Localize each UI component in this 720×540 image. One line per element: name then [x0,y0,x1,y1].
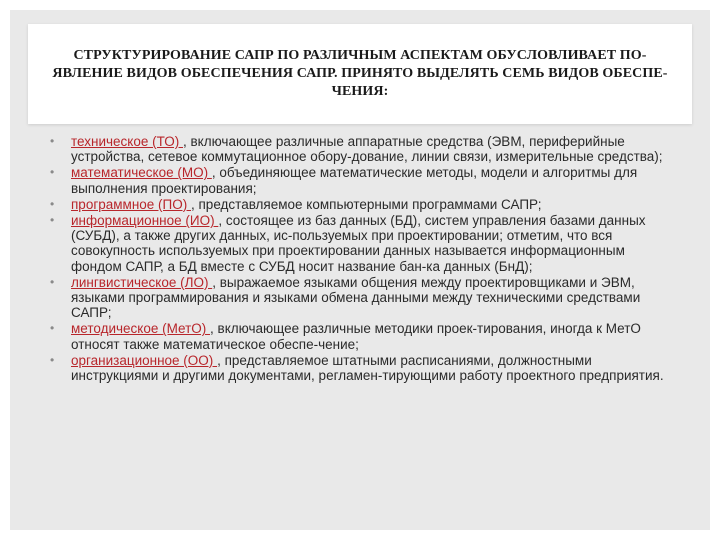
item-text: , представляемое компьютерными программами САПР; [191,196,542,212]
list-item [10,213,710,274]
bullet-icon: • [50,274,55,289]
list-item [10,197,710,212]
bullet-icon: • [50,134,55,148]
list-item [10,321,710,351]
list-item [10,134,710,164]
item-text: , включающее различные аппаратные средства (ЭВМ, периферийные устройства, сетевое коммутационное обору-дование, линии связи, измерительные средства); [71,134,663,165]
item-text: , выражаемое языками общения между проектировщиками и ЭВМ, языками программирования и языками обмена данными между техническими средствами САПР; [71,274,641,321]
item-term: программное (ПО) [71,196,191,212]
bullet-icon: • [50,196,55,211]
item-term: организационное (ОО) [71,352,218,368]
item-term: информационное (ИО) [71,213,219,229]
list-item [10,275,710,321]
title-box [28,24,692,124]
slide-title: СТРУКТУРИРОВАНИЕ САПР ПО РАЗЛИЧНЫМ АСПЕКТАМ ОБУСЛОВЛИВАЕТ ПО-ЯВЛЕНИЕ ВИДОВ ОБЕСПЕЧЕНИЯ САПР. ПРИНЯТО ВЫДЕЛЯТЬ СЕМЬ ВИДОВ ОБЕСПЕ-ЧЕНИЯ: [52,48,668,99]
item-text: , представляемое штатными расписаниями, должностными инструкциями и другими документами, регламен-тирующими работу проектного предприятия. [71,352,664,384]
bullet-icon: • [50,321,55,336]
bullet-icon: • [50,213,55,228]
list-item [10,353,710,383]
bullet-list [10,134,710,384]
slide [10,10,710,530]
bullet-icon: • [50,165,55,180]
item-term: лингвистическое (ЛО) [71,274,213,290]
item-text: , объединяющее математические методы, модели и алгоритмы для выполнения проектирования; [71,165,638,196]
item-term: методическое (МетО) [71,321,211,337]
item-term: техническое (ТО) [71,134,183,149]
bullet-icon: • [50,352,55,367]
list-item [10,165,710,195]
item-term: математическое (МО) [71,165,212,181]
item-text: , состоящее из баз данных (БД), систем управления базами данных (СУБД), а также других данных, ис-пользуемых при проектировании; отметим, что вся совокупность используемых при проектировании данных называется информационным фондом САПР, а БД вместе с СУБД носит название бан-ка данных (БнД); [71,213,646,274]
item-text: , включающее различные методики проек-тирования, иногда к МетО относят также математическое обеспе-чение; [71,321,641,352]
